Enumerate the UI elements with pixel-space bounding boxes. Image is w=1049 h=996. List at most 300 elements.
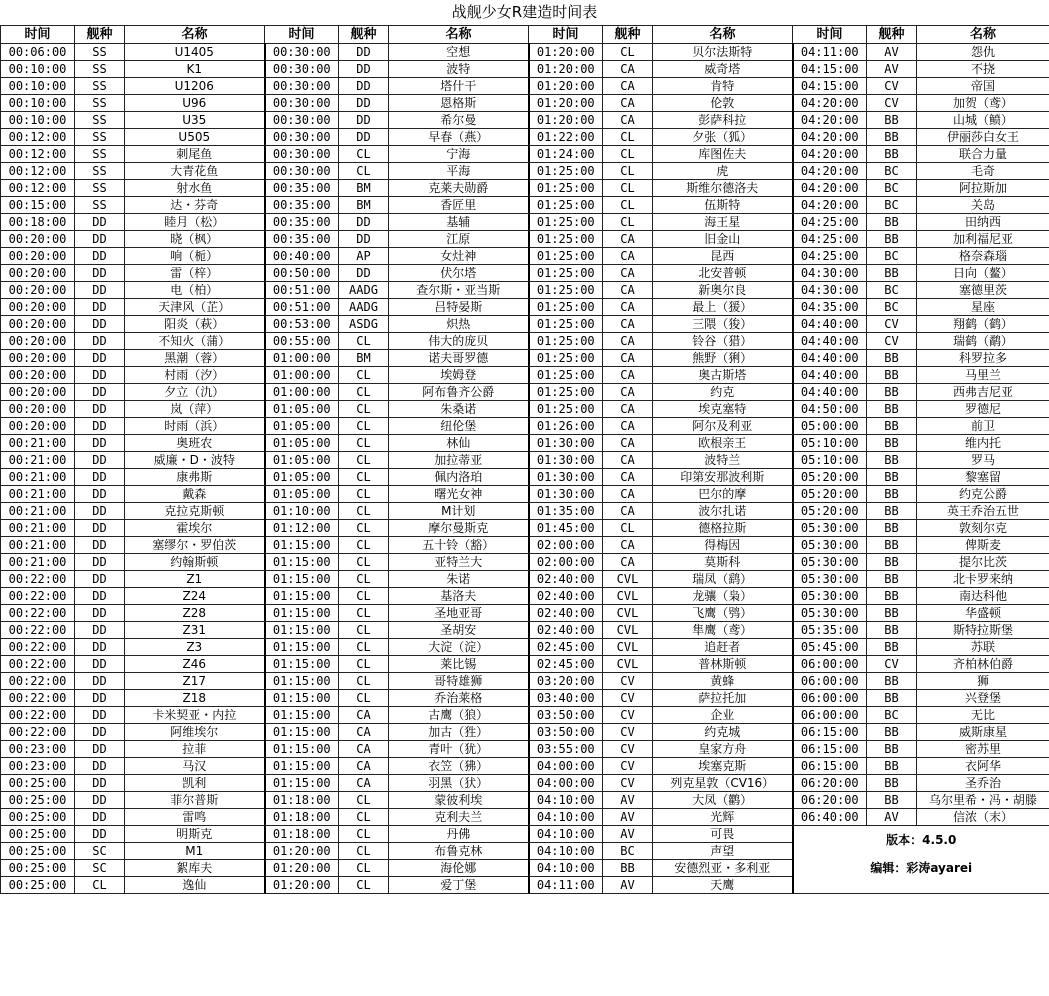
ship-type-cell: BC <box>867 180 917 197</box>
build-time-cell: 01:25:00 <box>529 350 603 367</box>
ship-type-cell: BC <box>603 843 653 860</box>
ship-name-cell: 不知火（蒲） <box>125 333 265 350</box>
ship-name-cell: 追赶者 <box>653 639 793 656</box>
ship-name-cell: 密苏里 <box>917 741 1049 758</box>
build-time-cell: 00:22:00 <box>1 724 75 741</box>
build-time-cell: 00:10:00 <box>1 61 75 78</box>
ship-name-cell: M计划 <box>389 503 529 520</box>
table-row <box>1 537 1049 554</box>
ship-type-cell: DD <box>75 571 125 588</box>
ship-type-cell: CV <box>603 673 653 690</box>
ship-type-cell: DD <box>339 214 389 231</box>
ship-name-cell: 兴登堡 <box>917 690 1049 707</box>
ship-name-cell: 逸仙 <box>125 877 265 894</box>
build-time-cell: 01:15:00 <box>265 758 339 775</box>
ship-type-cell: CL <box>339 367 389 384</box>
ship-name-cell: 塞缪尔・罗伯茨 <box>125 537 265 554</box>
build-time-cell: 01:20:00 <box>529 78 603 95</box>
ship-name-cell: 天津风（芷） <box>125 299 265 316</box>
build-time-cell: 04:20:00 <box>793 95 867 112</box>
column-header-4-3: 名称 <box>917 26 1049 44</box>
ship-type-cell: DD <box>75 775 125 792</box>
build-time-cell: 01:15:00 <box>265 656 339 673</box>
ship-name-cell: 天鹰 <box>653 877 793 894</box>
ship-type-cell: CL <box>339 639 389 656</box>
ship-name-cell: 摩尔曼斯克 <box>389 520 529 537</box>
ship-name-cell: 达・芬奇 <box>125 197 265 214</box>
build-time-cell: 00:20:00 <box>1 316 75 333</box>
ship-type-cell: DD <box>75 418 125 435</box>
ship-name-cell: 雷鸣 <box>125 809 265 826</box>
ship-name-cell: 列克星敦（CV16） <box>653 775 793 792</box>
build-time-cell: 01:24:00 <box>529 146 603 163</box>
ship-name-cell: 虎 <box>653 163 793 180</box>
ship-name-cell: 毛奇 <box>917 163 1049 180</box>
table-row <box>1 129 1049 146</box>
ship-type-cell: CA <box>339 775 389 792</box>
build-time-cell: 00:50:00 <box>265 265 339 282</box>
build-time-cell: 01:20:00 <box>265 843 339 860</box>
ship-name-cell: 女灶神 <box>389 248 529 265</box>
ship-name-cell: 加拉蒂亚 <box>389 452 529 469</box>
table-row <box>1 486 1049 503</box>
ship-type-cell: BB <box>867 792 917 809</box>
ship-name-cell: 普林斯顿 <box>653 656 793 673</box>
build-time-cell: 05:45:00 <box>793 639 867 656</box>
ship-type-cell: BB <box>867 401 917 418</box>
ship-type-cell: BB <box>867 469 917 486</box>
build-time-cell: 04:15:00 <box>793 78 867 95</box>
build-time-cell: 05:00:00 <box>793 418 867 435</box>
build-time-cell: 03:20:00 <box>529 673 603 690</box>
build-time-cell: 02:40:00 <box>529 622 603 639</box>
table-row <box>1 78 1049 95</box>
table-row <box>1 758 1049 775</box>
table-row <box>1 248 1049 265</box>
ship-name-cell: 威奇塔 <box>653 61 793 78</box>
build-time-cell: 01:18:00 <box>265 792 339 809</box>
build-time-cell: 00:25:00 <box>1 775 75 792</box>
ship-type-cell: SS <box>75 44 125 61</box>
ship-name-cell: 熊野（猁） <box>653 350 793 367</box>
column-header-3-3: 名称 <box>653 26 793 44</box>
build-time-cell: 01:25:00 <box>529 401 603 418</box>
table-row <box>1 44 1049 61</box>
ship-type-cell: CA <box>603 282 653 299</box>
ship-name-cell: 约翰斯顿 <box>125 554 265 571</box>
build-time-cell: 03:40:00 <box>529 690 603 707</box>
ship-type-cell: CA <box>603 452 653 469</box>
ship-name-cell: 加古（狌） <box>389 724 529 741</box>
build-time-cell: 01:25:00 <box>529 163 603 180</box>
build-time-cell: 00:22:00 <box>1 707 75 724</box>
ship-type-cell: SS <box>75 146 125 163</box>
ship-type-cell: CV <box>603 758 653 775</box>
ship-name-cell: 前卫 <box>917 418 1049 435</box>
ship-type-cell: BB <box>867 129 917 146</box>
build-time-cell: 04:50:00 <box>793 401 867 418</box>
ship-name-cell: 雷（梓） <box>125 265 265 282</box>
build-time-cell: 01:15:00 <box>265 639 339 656</box>
ship-name-cell: 埃塞克斯 <box>653 758 793 775</box>
build-time-cell: 04:40:00 <box>793 384 867 401</box>
ship-type-cell: SS <box>75 180 125 197</box>
build-time-cell: 01:15:00 <box>265 741 339 758</box>
ship-type-cell: BB <box>867 452 917 469</box>
ship-type-cell: CL <box>339 486 389 503</box>
ship-type-cell: CL <box>339 503 389 520</box>
ship-type-cell: DD <box>75 350 125 367</box>
build-time-cell: 00:25:00 <box>1 792 75 809</box>
ship-name-cell: 波特 <box>389 61 529 78</box>
ship-name-cell: 戴森 <box>125 486 265 503</box>
ship-name-cell: 三隈（狻） <box>653 316 793 333</box>
ship-type-cell: CL <box>603 163 653 180</box>
ship-name-cell: 克拉克斯顿 <box>125 503 265 520</box>
build-time-cell: 06:00:00 <box>793 656 867 673</box>
ship-type-cell: CV <box>867 78 917 95</box>
ship-type-cell: DD <box>75 758 125 775</box>
build-time-cell: 01:20:00 <box>529 61 603 78</box>
ship-type-cell: BB <box>867 554 917 571</box>
ship-name-cell: 波尔扎诺 <box>653 503 793 520</box>
ship-type-cell: CV <box>603 690 653 707</box>
ship-type-cell: SC <box>75 843 125 860</box>
ship-name-cell: 伟大的庞贝 <box>389 333 529 350</box>
ship-name-cell: 罗德尼 <box>917 401 1049 418</box>
ship-name-cell: 埃姆登 <box>389 367 529 384</box>
ship-name-cell: 可畏 <box>653 826 793 843</box>
build-time-cell: 01:18:00 <box>265 809 339 826</box>
build-time-cell: 01:15:00 <box>265 707 339 724</box>
ship-type-cell: CL <box>603 520 653 537</box>
build-time-cell: 00:22:00 <box>1 571 75 588</box>
ship-name-cell: K1 <box>125 61 265 78</box>
build-time-cell: 01:15:00 <box>265 673 339 690</box>
build-time-cell: 05:10:00 <box>793 452 867 469</box>
ship-name-cell: 圣地亚哥 <box>389 605 529 622</box>
build-time-cell: 06:00:00 <box>793 673 867 690</box>
ship-type-cell: SS <box>75 78 125 95</box>
ship-name-cell: Z24 <box>125 588 265 605</box>
build-time-cell: 04:10:00 <box>529 826 603 843</box>
ship-name-cell: 佩内洛珀 <box>389 469 529 486</box>
ship-name-cell: 吕特晏斯 <box>389 299 529 316</box>
ship-name-cell: 威斯康星 <box>917 724 1049 741</box>
ship-type-cell: CL <box>339 146 389 163</box>
ship-name-cell: 空想 <box>389 44 529 61</box>
ship-name-cell: 约克城 <box>653 724 793 741</box>
ship-name-cell: 希尔曼 <box>389 112 529 129</box>
build-time-cell: 04:35:00 <box>793 299 867 316</box>
build-time-cell: 01:05:00 <box>265 435 339 452</box>
ship-name-cell: 宁海 <box>389 146 529 163</box>
table-row <box>1 401 1049 418</box>
build-time-cell: 00:12:00 <box>1 163 75 180</box>
ship-type-cell: CL <box>339 656 389 673</box>
ship-type-cell: BB <box>867 112 917 129</box>
ship-type-cell: SS <box>75 197 125 214</box>
ship-type-cell: DD <box>75 265 125 282</box>
ship-type-cell: CA <box>603 248 653 265</box>
build-time-cell: 01:05:00 <box>265 452 339 469</box>
build-time-cell: 00:22:00 <box>1 605 75 622</box>
ship-type-cell: DD <box>75 248 125 265</box>
build-time-cell: 04:10:00 <box>529 860 603 877</box>
build-time-cell: 05:20:00 <box>793 469 867 486</box>
ship-name-cell: 得梅因 <box>653 537 793 554</box>
ship-type-cell: DD <box>339 61 389 78</box>
build-time-cell: 00:30:00 <box>265 78 339 95</box>
ship-type-cell: CA <box>603 231 653 248</box>
ship-name-cell: 乌尔里希・冯・胡滕 <box>917 792 1049 809</box>
build-time-cell: 00:51:00 <box>265 282 339 299</box>
build-time-cell: 01:05:00 <box>265 469 339 486</box>
build-time-cell: 01:20:00 <box>265 860 339 877</box>
ship-name-cell: U505 <box>125 129 265 146</box>
ship-type-cell: BB <box>867 486 917 503</box>
build-time-cell: 01:15:00 <box>265 588 339 605</box>
ship-name-cell: M1 <box>125 843 265 860</box>
ship-name-cell: 炽热 <box>389 316 529 333</box>
build-time-cell: 00:20:00 <box>1 418 75 435</box>
ship-type-cell: BB <box>867 622 917 639</box>
ship-name-cell: 波特兰 <box>653 452 793 469</box>
build-time-cell: 00:25:00 <box>1 826 75 843</box>
ship-type-cell: CL <box>339 435 389 452</box>
ship-type-cell: BB <box>867 350 917 367</box>
ship-type-cell: DD <box>75 724 125 741</box>
ship-name-cell: 南达科他 <box>917 588 1049 605</box>
ship-type-cell: DD <box>339 95 389 112</box>
ship-type-cell: CVL <box>603 622 653 639</box>
ship-type-cell: CV <box>867 656 917 673</box>
build-time-cell: 00:10:00 <box>1 95 75 112</box>
build-time-cell: 00:20:00 <box>1 282 75 299</box>
ship-name-cell: 库图佐夫 <box>653 146 793 163</box>
build-time-cell: 01:15:00 <box>265 690 339 707</box>
ship-name-cell: 日向（鳌） <box>917 265 1049 282</box>
build-time-cell: 00:15:00 <box>1 197 75 214</box>
build-time-cell: 01:45:00 <box>529 520 603 537</box>
build-time-cell: 00:23:00 <box>1 758 75 775</box>
table-row <box>1 418 1049 435</box>
ship-name-cell: 瑞鹤（鹬） <box>917 333 1049 350</box>
build-time-cell: 04:11:00 <box>793 44 867 61</box>
ship-name-cell: 黑潮（蓉） <box>125 350 265 367</box>
ship-name-cell: 羽黑（犾） <box>389 775 529 792</box>
build-time-cell: 02:00:00 <box>529 554 603 571</box>
ship-name-cell: 丹佛 <box>389 826 529 843</box>
ship-type-cell: CA <box>603 350 653 367</box>
ship-name-cell: 俾斯麦 <box>917 537 1049 554</box>
ship-type-cell: DD <box>75 435 125 452</box>
ship-name-cell: 卡米契亚・内拉 <box>125 707 265 724</box>
build-time-cell: 02:45:00 <box>529 639 603 656</box>
build-time-cell: 06:40:00 <box>793 809 867 826</box>
ship-name-cell: Z17 <box>125 673 265 690</box>
ship-name-cell: 信浓（末） <box>917 809 1049 826</box>
ship-type-cell: CA <box>603 95 653 112</box>
build-time-cell: 03:50:00 <box>529 724 603 741</box>
build-time-cell: 05:20:00 <box>793 503 867 520</box>
table-row <box>1 503 1049 520</box>
table-row <box>1 826 1049 843</box>
ship-type-cell: CL <box>603 129 653 146</box>
ship-name-cell: U1206 <box>125 78 265 95</box>
ship-type-cell: CL <box>603 44 653 61</box>
build-time-cell: 01:25:00 <box>529 197 603 214</box>
column-header-3-1: 时间 <box>529 26 603 44</box>
ship-name-cell: 青叶（犹） <box>389 741 529 758</box>
build-time-cell: 00:21:00 <box>1 452 75 469</box>
build-time-cell: 00:25:00 <box>1 860 75 877</box>
ship-type-cell: SC <box>75 860 125 877</box>
ship-name-cell: 古鹰（狼） <box>389 707 529 724</box>
ship-type-cell: DD <box>75 282 125 299</box>
ship-name-cell: 肯特 <box>653 78 793 95</box>
ship-type-cell: BB <box>867 758 917 775</box>
build-time-cell: 01:25:00 <box>529 299 603 316</box>
ship-name-cell: 圣乔治 <box>917 775 1049 792</box>
table-row <box>1 741 1049 758</box>
build-time-cell: 01:25:00 <box>529 231 603 248</box>
build-time-cell: 03:55:00 <box>529 741 603 758</box>
build-time-cell: 04:15:00 <box>793 61 867 78</box>
build-time-cell: 00:20:00 <box>1 333 75 350</box>
ship-name-cell: 黄蜂 <box>653 673 793 690</box>
table-row <box>1 180 1049 197</box>
ship-name-cell: 基洛夫 <box>389 588 529 605</box>
ship-type-cell: DD <box>75 231 125 248</box>
ship-type-cell: SS <box>75 112 125 129</box>
build-time-cell: 01:05:00 <box>265 401 339 418</box>
build-time-cell: 06:15:00 <box>793 741 867 758</box>
table-row <box>1 299 1049 316</box>
ship-name-cell: Z3 <box>125 639 265 656</box>
build-time-cell: 04:25:00 <box>793 231 867 248</box>
build-time-cell: 00:21:00 <box>1 520 75 537</box>
ship-type-cell: BC <box>867 282 917 299</box>
table-row <box>1 214 1049 231</box>
ship-type-cell: AV <box>867 44 917 61</box>
ship-name-cell: 齐柏林伯爵 <box>917 656 1049 673</box>
table-row <box>1 673 1049 690</box>
column-header-2-3: 名称 <box>389 26 529 44</box>
ship-type-cell: BB <box>867 690 917 707</box>
ship-type-cell: DD <box>75 622 125 639</box>
ship-name-cell: 加贺（鸢） <box>917 95 1049 112</box>
ship-type-cell: CL <box>339 843 389 860</box>
ship-type-cell: DD <box>75 690 125 707</box>
ship-type-cell: CA <box>603 554 653 571</box>
ship-name-cell: Z46 <box>125 656 265 673</box>
build-time-cell: 01:26:00 <box>529 418 603 435</box>
ship-type-cell: CA <box>339 741 389 758</box>
ship-type-cell: CL <box>339 792 389 809</box>
build-time-cell: 05:30:00 <box>793 571 867 588</box>
ship-name-cell: 格奈森瑙 <box>917 248 1049 265</box>
ship-name-cell: 提尔比茨 <box>917 554 1049 571</box>
table-row <box>1 690 1049 707</box>
ship-type-cell: BB <box>867 741 917 758</box>
header-row <box>1 26 1049 44</box>
build-time-cell: 00:20:00 <box>1 299 75 316</box>
ship-type-cell: BM <box>339 197 389 214</box>
ship-type-cell: CA <box>603 503 653 520</box>
build-time-cell: 01:15:00 <box>265 724 339 741</box>
build-time-cell: 00:22:00 <box>1 656 75 673</box>
ship-type-cell: DD <box>75 554 125 571</box>
build-time-cell: 00:21:00 <box>1 537 75 554</box>
column-header-1-3: 名称 <box>125 26 265 44</box>
ship-type-cell: CL <box>339 673 389 690</box>
ship-name-cell: 夕张（狐） <box>653 129 793 146</box>
build-time-cell: 00:35:00 <box>265 180 339 197</box>
ship-name-cell: 萨拉托加 <box>653 690 793 707</box>
ship-type-cell: BC <box>867 248 917 265</box>
table-row <box>1 775 1049 792</box>
column-header-1-1: 时间 <box>1 26 75 44</box>
ship-type-cell: AV <box>603 877 653 894</box>
table-row <box>1 95 1049 112</box>
ship-name-cell: 阳炎（萩） <box>125 316 265 333</box>
build-time-cell: 00:30:00 <box>265 163 339 180</box>
ship-type-cell: BB <box>867 384 917 401</box>
ship-name-cell: 林仙 <box>389 435 529 452</box>
ship-name-cell: 塔什干 <box>389 78 529 95</box>
ship-name-cell: 大淀（淀） <box>389 639 529 656</box>
ship-type-cell: DD <box>75 214 125 231</box>
build-time-cell: 00:06:00 <box>1 44 75 61</box>
ship-type-cell: DD <box>339 231 389 248</box>
ship-type-cell: BB <box>867 146 917 163</box>
table-row <box>1 112 1049 129</box>
ship-name-cell: 德格拉斯 <box>653 520 793 537</box>
ship-type-cell: BB <box>867 265 917 282</box>
ship-type-cell: CL <box>603 180 653 197</box>
build-time-cell: 00:51:00 <box>265 299 339 316</box>
ship-type-cell: CL <box>339 622 389 639</box>
table-row <box>1 571 1049 588</box>
build-time-cell: 01:25:00 <box>529 180 603 197</box>
build-time-cell: 04:40:00 <box>793 367 867 384</box>
ship-type-cell: CL <box>339 860 389 877</box>
build-time-cell: 00:20:00 <box>1 367 75 384</box>
ship-type-cell: BB <box>867 418 917 435</box>
build-time-cell: 00:30:00 <box>265 95 339 112</box>
build-time-cell: 00:23:00 <box>1 741 75 758</box>
table-row <box>1 367 1049 384</box>
ship-name-cell: 马里兰 <box>917 367 1049 384</box>
column-header-1-2: 舰种 <box>75 26 125 44</box>
build-time-cell: 05:10:00 <box>793 435 867 452</box>
table-row <box>1 146 1049 163</box>
build-time-cell: 01:20:00 <box>529 44 603 61</box>
ship-type-cell: DD <box>75 452 125 469</box>
build-time-cell: 05:30:00 <box>793 605 867 622</box>
ship-name-cell: 巴尔的摩 <box>653 486 793 503</box>
ship-type-cell: CVL <box>603 639 653 656</box>
build-time-cell: 00:10:00 <box>1 78 75 95</box>
table-row <box>1 809 1049 826</box>
ship-name-cell: 翔鹤（鹤） <box>917 316 1049 333</box>
ship-type-cell: DD <box>75 469 125 486</box>
ship-type-cell: CA <box>339 707 389 724</box>
ship-name-cell: 印第安那波利斯 <box>653 469 793 486</box>
build-time-cell: 04:40:00 <box>793 316 867 333</box>
ship-name-cell: 莫斯科 <box>653 554 793 571</box>
